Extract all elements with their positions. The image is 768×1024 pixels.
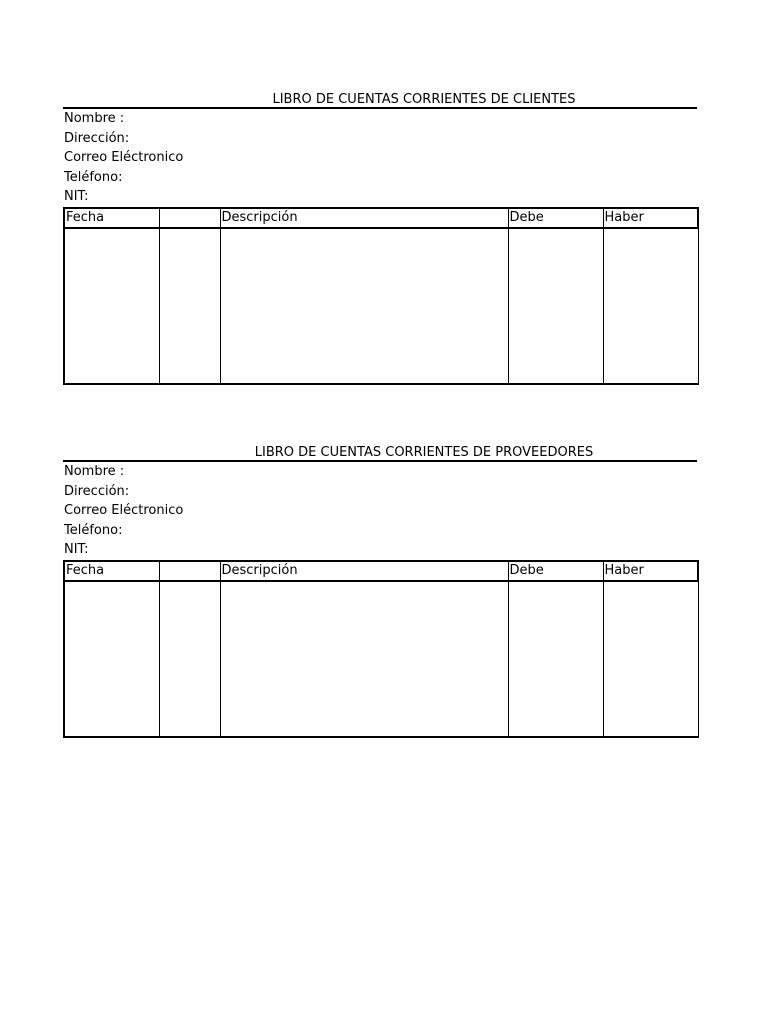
ledger-title: LIBRO DE CUENTAS CORRIENTES DE CLIENTES — [63, 90, 697, 109]
column-header-debe: Debe — [508, 208, 603, 228]
nit-field-label: NIT: — [64, 189, 89, 204]
table-header-row — [64, 561, 698, 581]
descripcion-cell — [220, 581, 508, 737]
haber-cell — [603, 228, 698, 384]
column-header-haber: Haber — [603, 561, 698, 581]
column-header-debe: Debe — [508, 561, 603, 581]
entries-table — [63, 560, 699, 738]
nit-field-label: NIT: — [64, 542, 89, 557]
phone-field-label: Teléfono: — [64, 169, 123, 185]
table-header-row — [64, 208, 698, 228]
email-field-label: Correo Eléctronico — [64, 150, 184, 165]
address-field-label: Dirección: — [64, 130, 130, 146]
debe-cell — [508, 228, 603, 384]
column-header-descripcion: Descripción — [220, 208, 508, 228]
descripcion-cell — [220, 228, 508, 384]
blank-cell — [159, 228, 220, 384]
table-row — [64, 581, 698, 737]
fecha-cell — [64, 581, 159, 737]
blank-cell — [159, 581, 220, 737]
name-field-label: Nombre : — [64, 464, 125, 479]
fecha-cell — [64, 228, 159, 384]
column-header-fecha: Fecha — [64, 208, 159, 228]
table-row — [64, 228, 698, 384]
debe-cell — [508, 581, 603, 737]
column-header-fecha: Fecha — [64, 561, 159, 581]
haber-cell — [603, 581, 698, 737]
client-ledger — [63, 90, 697, 385]
supplier-ledger — [63, 443, 697, 738]
column-header-blank — [159, 561, 220, 581]
ledger-title: LIBRO DE CUENTAS CORRIENTES DE PROVEEDORES — [63, 443, 697, 462]
phone-field-label: Teléfono: — [64, 522, 123, 538]
address-field-label: Dirección: — [64, 483, 130, 499]
entries-table — [63, 207, 699, 385]
column-header-haber: Haber — [603, 208, 698, 228]
name-field-label: Nombre : — [64, 111, 125, 126]
column-header-descripcion: Descripción — [220, 561, 508, 581]
email-field-label: Correo Eléctronico — [64, 503, 184, 518]
column-header-blank — [159, 208, 220, 228]
